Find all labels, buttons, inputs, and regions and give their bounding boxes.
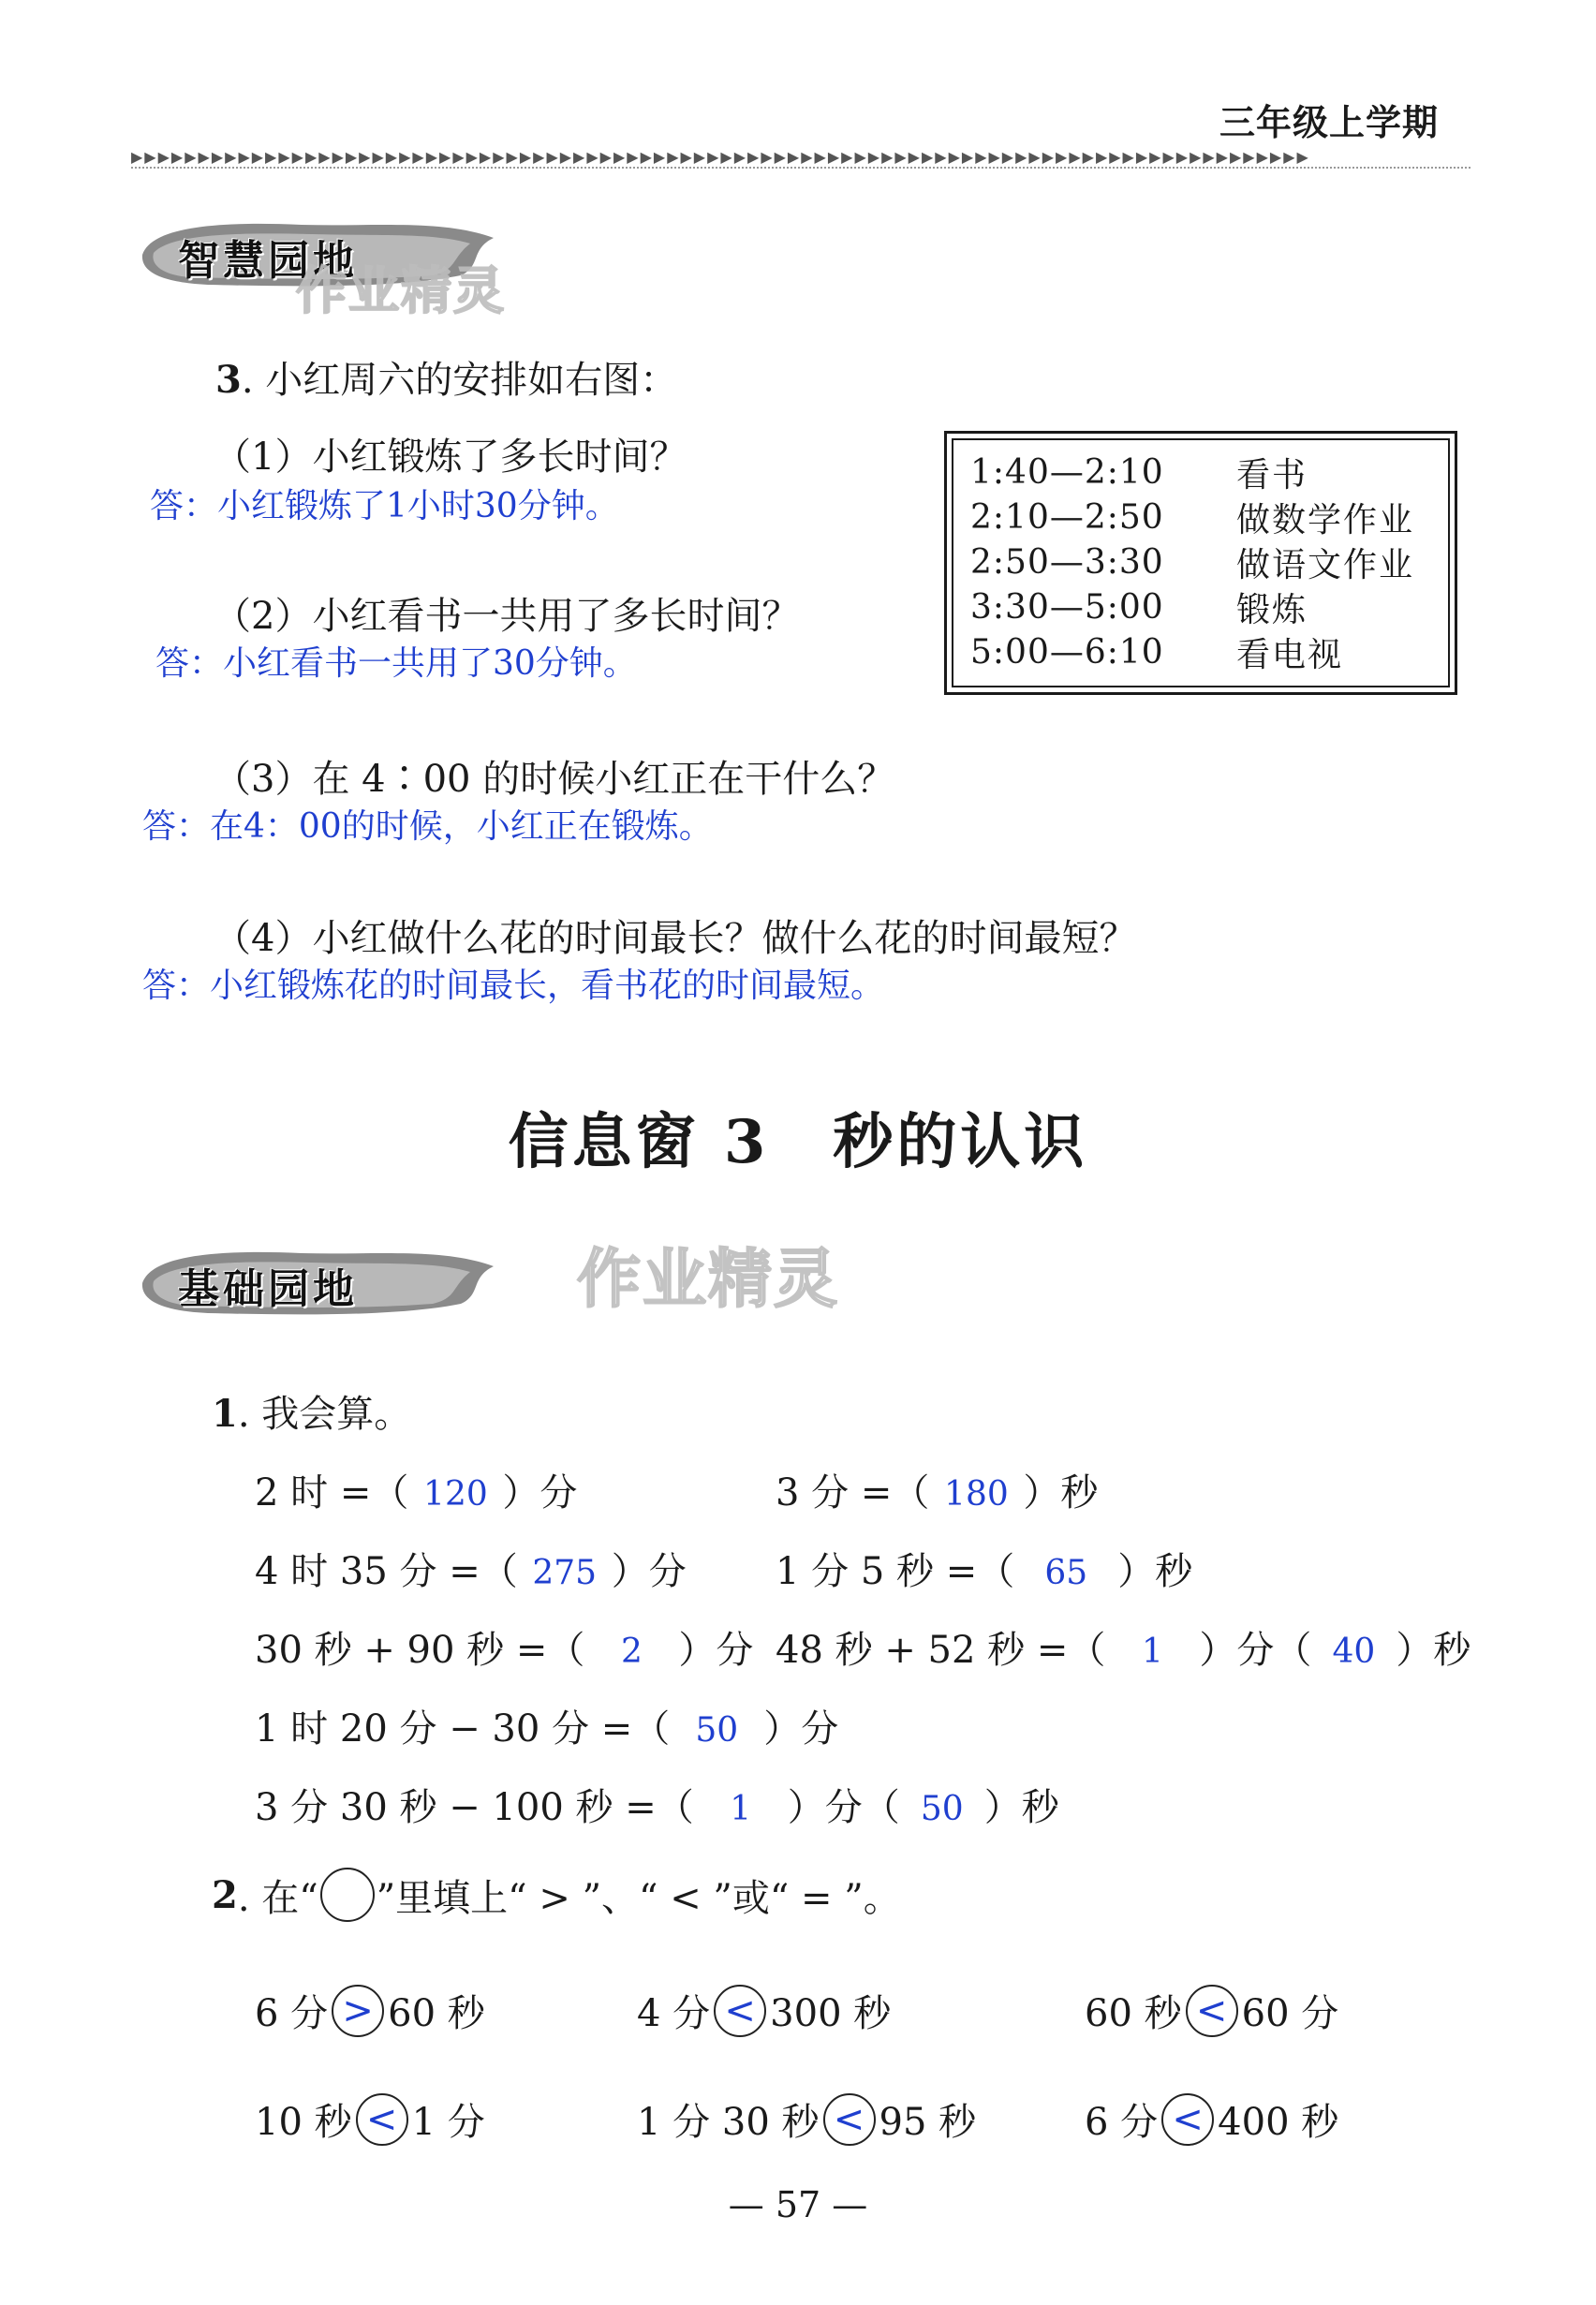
compare-left: 60 秒 (1085, 1992, 1182, 2035)
compare-item (637, 2092, 976, 2146)
calc-prefix: 3 分 30 秒 − 100 秒 =（ (255, 1786, 694, 1829)
calc-prefix: 2 时 =（ (255, 1471, 409, 1515)
question-2 (212, 1868, 901, 1922)
banner-label: 智慧园地 (178, 237, 358, 285)
answer-3: 答：在4：00的时候，小红正在锻炼。 (142, 807, 713, 846)
calc-prefix: 48 秒 + 52 秒 =（ (776, 1629, 1106, 1672)
banner-jichu-yuandi (133, 1246, 498, 1319)
sub-question-2: （2）小红看书一共用了多长时间？ (214, 595, 800, 638)
banner-label: 基础园地 (178, 1265, 358, 1313)
calc-suffix: ）秒 (1117, 1550, 1193, 1593)
schedule-activity: 做数学作业 (1236, 500, 1415, 539)
calc-suffix: ）秒 (983, 1786, 1059, 1829)
compare-right: 400 秒 (1218, 2101, 1339, 2144)
compare-left: 6 分 (255, 1992, 329, 2035)
question-text-prefix: . 在“ (237, 1876, 318, 1920)
question-number: 2 (212, 1872, 238, 1917)
calc-suffix: ）分 (611, 1550, 687, 1593)
calc-item (255, 1463, 577, 1516)
compare-sign: < (1161, 2093, 1214, 2146)
calc-prefix: 3 分 =（ (776, 1471, 930, 1515)
question-number: 3 (215, 358, 242, 402)
compare-left: 10 秒 (255, 2101, 352, 2144)
schedule-activity: 做语文作业 (1236, 545, 1415, 584)
arrow-rule: ▶▶▶▶▶▶▶▶▶▶▶▶▶▶▶▶▶▶▶▶▶▶▶▶▶▶▶▶▶▶▶▶▶▶▶▶▶▶▶▶▶▶▶▶▶▶▶▶▶▶▶▶▶▶▶▶▶▶▶▶▶▶▶▶▶▶▶▶▶▶▶▶▶▶▶▶▶▶▶▶▶▶▶▶▶▶▶▶ (131, 148, 1310, 166)
compare-sign: < (1186, 1985, 1238, 2037)
header-divider (131, 167, 1470, 169)
compare-item (1085, 2092, 1338, 2146)
schedule-table (944, 431, 1457, 695)
watermark: 作业精灵 (577, 1243, 840, 1317)
question-text: . 小红周六的安排如右图： (241, 359, 678, 402)
calc-answer: 50 (920, 1790, 964, 1828)
running-header: 三年级上学期 (1219, 101, 1439, 143)
compare-item (1085, 1984, 1338, 2037)
schedule-activity: 看电视 (1236, 635, 1344, 674)
calc-answer: 2 (620, 1633, 643, 1671)
schedule-time: 3:30—5:00 (970, 587, 1164, 627)
schedule-time: 5:00—6:10 (970, 632, 1164, 672)
calc-answer: 1 (1141, 1633, 1163, 1671)
calc-prefix: 1 时 20 分 − 30 分 =（ (255, 1707, 671, 1751)
sub-question-4: （4）小红做什么花的时间最长？做什么花的时间最短？ (214, 917, 1137, 960)
schedule-time: 1:40—2:10 (970, 452, 1164, 492)
schedule-activity: 锻炼 (1236, 590, 1308, 629)
compare-right: 95 秒 (879, 2101, 977, 2144)
calc-answer: 180 (944, 1475, 1009, 1514)
schedule-time: 2:10—2:50 (970, 497, 1164, 537)
answer-2: 答：小红看书一共用了30分钟。 (155, 644, 637, 683)
schedule-row (970, 584, 1431, 629)
calc-answer: 40 (1332, 1633, 1376, 1671)
compare-left: 6 分 (1085, 2101, 1159, 2144)
calc-answer: 50 (695, 1711, 739, 1750)
schedule-inner (952, 438, 1450, 687)
calc-item (255, 1620, 753, 1674)
compare-right: 300 秒 (770, 1992, 892, 2035)
compare-sign: < (714, 1985, 766, 2037)
watermark: 作业精灵 (296, 261, 506, 320)
calc-prefix: 4 时 35 分 =（ (255, 1550, 518, 1593)
compare-right: 60 秒 (388, 1992, 485, 2035)
calc-item (776, 1463, 1098, 1516)
calc-answer: 275 (532, 1554, 598, 1592)
calc-answer: 65 (1044, 1554, 1088, 1592)
compare-left: 4 分 (637, 1992, 711, 2035)
calc-suffix: ）分 (763, 1707, 839, 1751)
schedule-row (970, 539, 1431, 584)
compare-right: 1 分 (411, 2101, 485, 2144)
calc-answer: 120 (423, 1475, 488, 1514)
calc-suffix: ）分 (678, 1629, 754, 1672)
calc-prefix: 30 秒 + 90 秒 =（ (255, 1629, 585, 1672)
sub-question-1: （1）小红锻炼了多长时间？ (214, 436, 687, 479)
compare-right: 60 分 (1241, 1992, 1339, 2035)
answer-1: 答：小红锻炼了1小时30分钟。 (150, 487, 619, 525)
schedule-row (970, 450, 1431, 495)
compare-item (255, 1984, 485, 2037)
question-1 (212, 1384, 411, 1438)
section-title: 信息窗 3 秒的认识 (508, 1107, 1088, 1177)
calc-suffix: ）秒 (1023, 1471, 1099, 1515)
calc-prefix: 1 分 5 秒 =（ (776, 1550, 1015, 1593)
calc-suffix: ）分 (502, 1471, 578, 1515)
question-text-suffix: ”里填上“ > ”、“ < ”或“ = ”。 (376, 1876, 901, 1920)
sub-question-3: （3）在 4∶00 的时候小红正在干什么？ (214, 758, 895, 801)
compare-item (255, 2092, 485, 2146)
compare-item (637, 1984, 891, 2037)
schedule-row (970, 495, 1431, 539)
calc-item (255, 1778, 1059, 1831)
answer-4: 答：小红锻炼花的时间最长，看书花的时间最短。 (142, 967, 885, 1005)
calc-item (255, 1542, 687, 1595)
compare-sign: < (356, 2093, 408, 2146)
calc-middle: ）分（ (787, 1786, 900, 1829)
empty-circle-icon (320, 1868, 375, 1922)
schedule-row (970, 629, 1431, 674)
compare-sign: < (823, 2093, 876, 2146)
compare-sign: > (332, 1985, 384, 2037)
calc-middle: ）分（ (1199, 1629, 1312, 1672)
calc-item (776, 1620, 1470, 1674)
calc-suffix: ）秒 (1396, 1629, 1471, 1672)
schedule-time: 2:50—3:30 (970, 542, 1164, 582)
question-number: 1 (212, 1392, 238, 1436)
schedule-activity: 看书 (1236, 455, 1308, 495)
page-number: — 57 — (728, 2184, 868, 2225)
calc-item (776, 1542, 1192, 1595)
calc-item (255, 1699, 838, 1752)
question-text: . 我会算。 (237, 1393, 412, 1436)
calc-answer: 1 (730, 1790, 752, 1828)
compare-left: 1 分 30 秒 (637, 2101, 820, 2144)
question-3 (215, 350, 677, 404)
